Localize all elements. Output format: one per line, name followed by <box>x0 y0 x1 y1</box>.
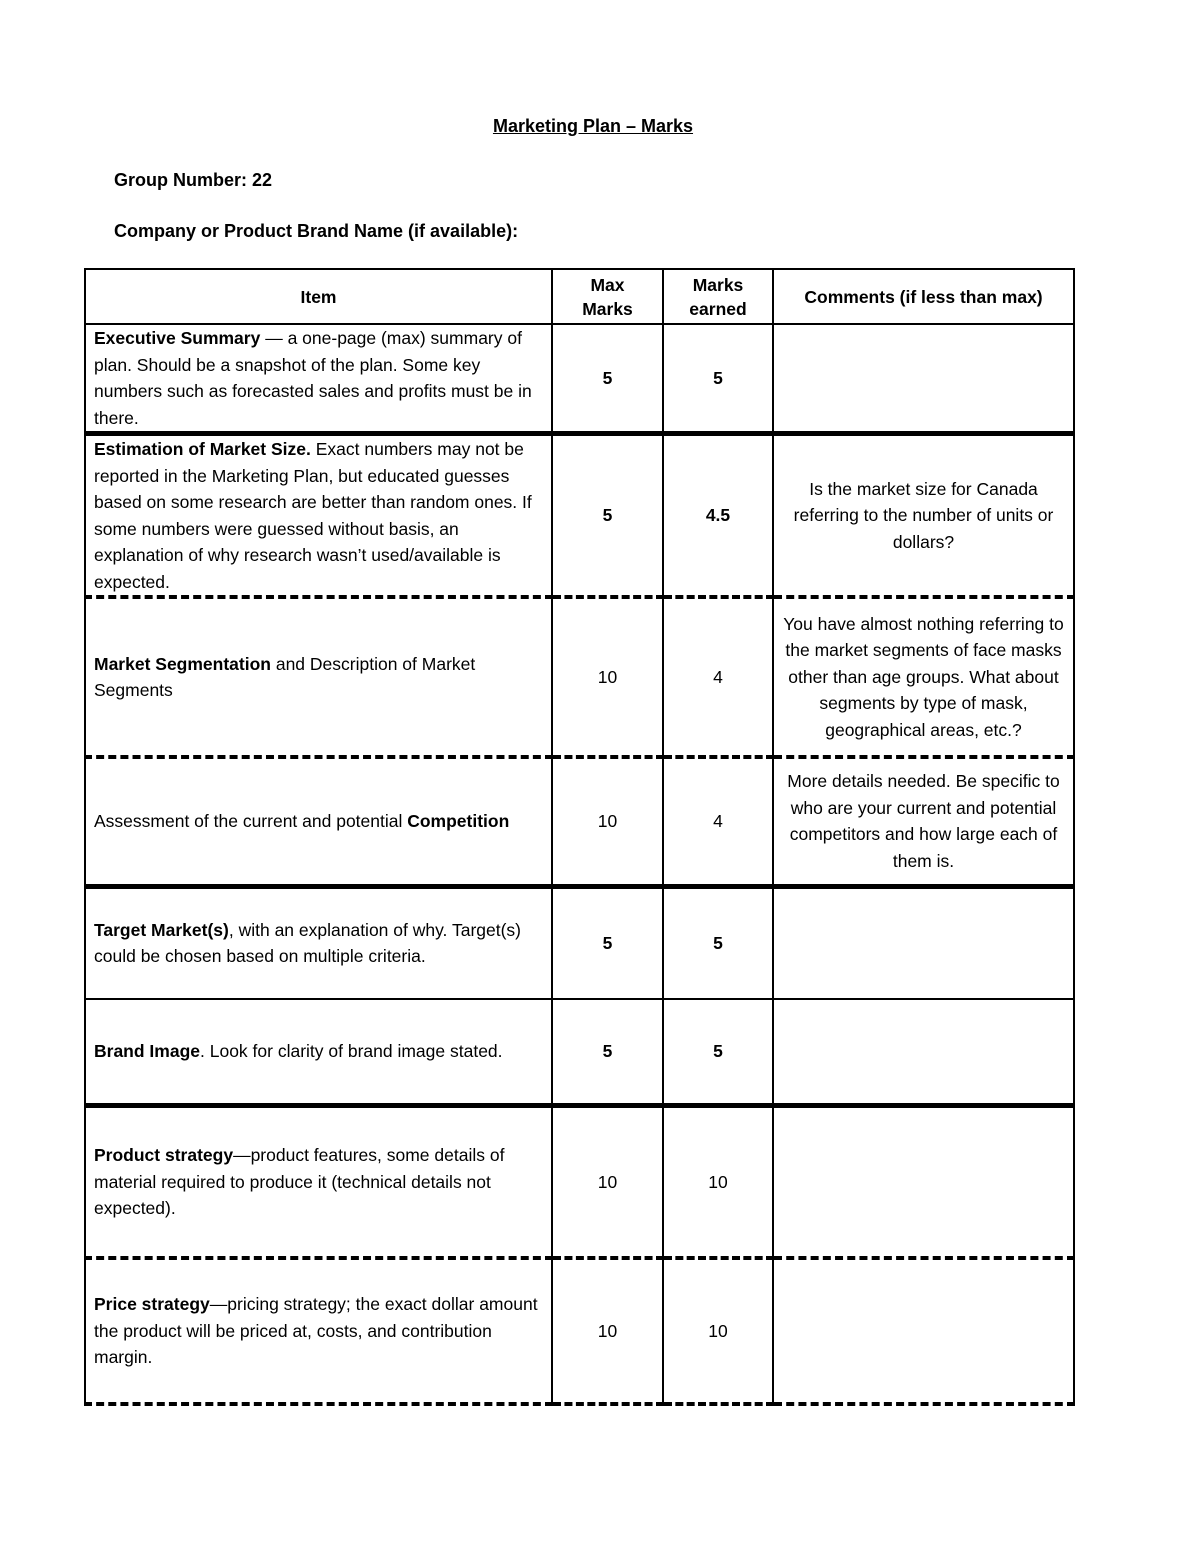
item-cell: Target Market(s), with an explanation of why. Target(s) could be chosen based on multiple criteria. <box>85 886 552 999</box>
page-title: Marketing Plan – Marks <box>492 116 694 136</box>
header-comments: Comments (if less than max) <box>773 269 1074 324</box>
max-marks-cell: 10 <box>552 1105 663 1258</box>
group-number <box>114 170 272 191</box>
table-row <box>85 597 1074 757</box>
item-cell: Executive Summary — a one-page (max) summary of plan. Should be a snapshot of the plan. Some key numbers such as forecasted sales and profits must be in there. <box>85 324 552 434</box>
item-cell: Estimation of Market Size. Exact numbers may not be reported in the Marketing Plan, but educated guesses based on some research are better than random ones. If some numbers were guessed without basis, an explanation of why research wasn’t used/available is expected. <box>85 434 552 598</box>
max-marks-cell: 5 <box>552 434 663 598</box>
company-name <box>114 221 518 242</box>
group-number-value: 22 <box>252 170 273 190</box>
comment-cell <box>773 1258 1074 1404</box>
item-cell: Market Segmentation and Description of Market Segments <box>85 597 552 757</box>
marks-earned-cell: 4 <box>663 757 773 886</box>
table-row <box>85 757 1074 886</box>
marks-earned-cell: 5 <box>663 999 773 1105</box>
item-cell: Product strategy—product features, some details of material required to produce it (technical details not expected). <box>85 1105 552 1258</box>
marks-table <box>84 268 1075 1406</box>
comment-cell: You have almost nothing referring to the market segments of face masks other than age groups. What about segments by type of mask, geographical areas, etc.? <box>773 597 1074 757</box>
comment-cell <box>773 1105 1074 1258</box>
max-marks-cell: 10 <box>552 597 663 757</box>
item-cell: Assessment of the current and potential Competition <box>85 757 552 886</box>
company-name-label: Company or Product Brand Name (if available): <box>114 221 519 241</box>
marks-earned-cell: 4 <box>663 597 773 757</box>
max-marks-cell: 5 <box>552 324 663 434</box>
header-max-marks: Max Marks <box>552 269 663 324</box>
item-cell: Brand Image. Look for clarity of brand image stated. <box>85 999 552 1105</box>
group-number-label: Group Number: <box>114 170 247 190</box>
comment-cell: Is the market size for Canada referring to the number of units or dollars? <box>773 434 1074 598</box>
max-marks-cell: 10 <box>552 757 663 886</box>
marks-earned-cell: 4.5 <box>663 434 773 598</box>
comment-cell: More details needed. Be specific to who are your current and potential competitors and how large each of them is. <box>773 757 1074 886</box>
max-marks-cell: 5 <box>552 886 663 999</box>
comment-cell <box>773 886 1074 999</box>
marks-earned-cell: 5 <box>663 886 773 999</box>
comment-cell <box>773 324 1074 434</box>
marks-earned-cell: 10 <box>663 1258 773 1404</box>
table-row <box>85 434 1074 598</box>
table-row <box>85 1105 1074 1258</box>
item-cell: Price strategy—pricing strategy; the exact dollar amount the product will be priced at, costs, and contribution margin. <box>85 1258 552 1404</box>
comment-cell <box>773 999 1074 1105</box>
header-item: Item <box>85 269 552 324</box>
marks-earned-cell: 5 <box>663 324 773 434</box>
table-row <box>85 324 1074 434</box>
marks-earned-cell: 10 <box>663 1105 773 1258</box>
table-row <box>85 886 1074 999</box>
table-row <box>85 999 1074 1105</box>
max-marks-cell: 5 <box>552 999 663 1105</box>
table-row <box>85 1258 1074 1404</box>
max-marks-cell: 10 <box>552 1258 663 1404</box>
table-header-row <box>85 269 1074 324</box>
header-marks-earned: Marks earned <box>663 269 773 324</box>
